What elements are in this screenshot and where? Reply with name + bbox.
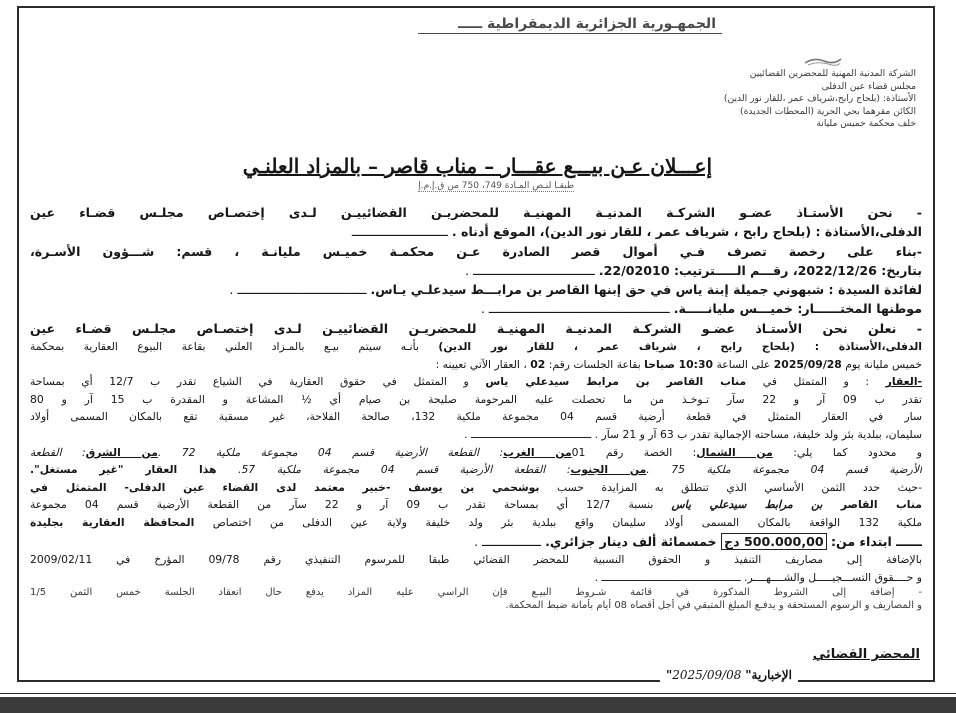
notice-text-run: بقاعة الجلسات رقم: bbox=[545, 357, 645, 371]
publication-date: 2025/09/08 bbox=[672, 668, 742, 682]
office-line: الكائن مقرهما بحي الحرية (المحطات الجديدة) bbox=[740, 105, 916, 117]
notice-text-run: الدفلى،الأستاذة : (بلحاج رابح ، شرياف عمر ، للقار نور الدين)، الموقع أدناه . bbox=[451, 224, 922, 240]
notice-text-run: ، العقار الآتي تعيينه : bbox=[435, 357, 531, 371]
office-line: مجلس قضاء عين الدفلى bbox=[821, 80, 916, 92]
notice-text-run: : القطعة bbox=[30, 445, 86, 459]
stamp-mark-icon bbox=[804, 56, 842, 66]
notice-text-run: : الخصة رقم 01 bbox=[571, 445, 697, 459]
notice-text-run: خميس مليانة يوم bbox=[841, 357, 922, 371]
notice-text-run: هذا العقار "غير مستغل". bbox=[30, 463, 217, 477]
notice-text-run: تقدر ب 09 آر و 22 سآر تـوخـذ من ما تحصلت عليه المرحومة صليحة بن صيام أي ½ المشاعة و المقدرة ب 15 آر و 80 bbox=[30, 392, 922, 406]
legal-notice bbox=[30, 16, 922, 666]
notice-text-run: سار في العقار المتمثل في قطعة أرضية قسم 04 مجموعة ملكية 132، صالحة الفلاحة، غير مسقية تقع بالمكان المسمى أولاد bbox=[30, 410, 922, 424]
notice-line bbox=[30, 338, 922, 356]
office-line: خلف محكمة خميس مليانة bbox=[816, 118, 916, 129]
notice-text-run: و حــــقوق التســـجيـــــل والشــــهــــر. bbox=[744, 570, 922, 584]
notice-text-run: بالإضافة إلى مصاريف التنفيذ و الحقوق النسبية للمحضر القضائي طبقا للمرسوم التنفيذي رقم 09/78 المؤرخ في 2009/02/11 bbox=[30, 552, 922, 566]
notice-text-run: ــــــــــــــــ . bbox=[474, 533, 546, 549]
notice-text-run: - إضافة إلى الشروط المذكورة في قائمة شـروط البيـع فإن الراسي عليه المزاد يدفع حال انعقاد الجلسة خمس الثمن 1/5 bbox=[30, 587, 922, 599]
notice-line bbox=[30, 203, 922, 222]
notice-text-run: بأنـه سيتم بيـع بالمـزاد العلني بقاعة البيوع العقارية بمحكمة bbox=[30, 340, 439, 354]
notice-line bbox=[30, 222, 922, 241]
notice-text-run: من الشرق bbox=[85, 445, 158, 459]
notice-text-run: و المصاريف و الرسوم المستحقة و يدفـع المبلغ المتبقي في أجل أقصاه 08 أيام بأمانة ضبط المحكمة. bbox=[505, 600, 922, 612]
notice-text-run: بتاريخ: 2022/12/26، رقـــم الـــــترتيب: 22/02010. bbox=[598, 262, 922, 278]
notice-line bbox=[30, 356, 922, 374]
notice-text-run: ـــــــــــــــــــــــــــــــــ . bbox=[465, 262, 599, 278]
notice-line bbox=[30, 496, 922, 514]
notice-body bbox=[30, 203, 922, 612]
notice-line bbox=[30, 532, 922, 551]
notice-text-run: : القطعة الأرضية قسم 04 مجموعة ملكية 72 . bbox=[157, 445, 504, 459]
notice-line bbox=[30, 280, 922, 299]
notice-line bbox=[30, 242, 922, 261]
notice-line bbox=[30, 586, 922, 599]
notice-text-run: بوشحمي بن يوسف -خبير معتمد لدى القضاء عين الدفلى- المتمثل في bbox=[30, 480, 540, 494]
notice-text-run: ـــــــــــــــــــــــــــــــــــ . bbox=[229, 282, 371, 298]
notice-text-run: من الشمال bbox=[696, 445, 773, 459]
notice-text-run: 2025/09/28 bbox=[773, 357, 842, 371]
notice-text-run: من الجنوب bbox=[570, 463, 647, 477]
notice-text-run: -العقار bbox=[885, 375, 922, 389]
notice-line bbox=[30, 514, 922, 532]
notice-text-run: مناب القاصر bbox=[822, 498, 922, 512]
notice-line bbox=[30, 373, 922, 391]
notice-text-run: 500.000,00 دج bbox=[721, 533, 827, 550]
notice-line bbox=[30, 408, 922, 426]
notice-text-run: ــــــــــــــــــــــــــــــــــــــ . bbox=[464, 428, 595, 442]
notice-text-run: على الساعة bbox=[713, 357, 774, 371]
notice-line bbox=[30, 599, 922, 612]
notice-subtitle: طبقـا لنـص المـادة 749، 750 من ق.إ.م.إ bbox=[418, 181, 574, 191]
notice-line bbox=[30, 261, 922, 280]
notice-text-run: - نحن الأستـاذ عضـو الشركـة المدنيـة المهنيـة للمحضريـن القضائييـن لـدى إختصـاص مجلـس قضـاء عين bbox=[30, 205, 922, 220]
notice-text-run: -حيث حدد الثمن الأساسي الذي تنطلق به المزايدة حسب bbox=[539, 480, 922, 494]
notice-text-run: و المتمثل في حقوق العقارية في الشياع تقدر ب 12/7 أي بمساحة bbox=[30, 375, 486, 389]
publication-name: "الإخبارية" bbox=[666, 668, 792, 682]
notice-text-run: بنسبة 12/7 أي بمساحة تقدر ب 09 آر و 22 سآر من القطعة الأرضية قسم 04 مجموعة bbox=[30, 498, 672, 512]
notice-text-run: ــــــ ابتداء من: bbox=[826, 533, 922, 549]
notice-line bbox=[30, 444, 922, 462]
notice-text-run: : و المتمثل في bbox=[746, 375, 886, 389]
notice-text-run: : القطعة الأرضية قسم 04 مجموعة ملكية 57. bbox=[216, 463, 571, 477]
notice-text-run: خمسمائة ألف دينار جزائري. bbox=[545, 533, 722, 549]
notice-text-run: ملكية 132 الواقعة بالمكان المسمى أولاد سليمان واقع ببلدية بئر ولد خليفة ولاية عين الدفلى من اختصاص bbox=[194, 516, 922, 530]
notice-line bbox=[30, 551, 922, 569]
notice-text-run: ـــــــــــــــــــــــــــــــــــــــــــــــــ . bbox=[480, 301, 674, 317]
notice-text-run: 02 bbox=[530, 357, 546, 371]
notice-text-run: ــــــــــــــــــــــــــ bbox=[351, 224, 452, 240]
notice-text-run: الدفلى،الأستاذة : (بلحاج رابح ، شرياف عمر ، للقار نور الدين) bbox=[438, 340, 922, 354]
publication-footer bbox=[660, 668, 798, 682]
office-block bbox=[636, 68, 916, 131]
notice-line bbox=[30, 299, 922, 318]
signature: المحضر القضائي bbox=[812, 647, 920, 662]
notice-text-run: -بناء على رخصة تصرف فـي أموال قصر الصادرة عـن محكمـة خميـس مليانـة ، قسم: شـــؤون الأسـرة، bbox=[30, 243, 922, 259]
office-line: الأستاذة: (بلحاج رابح،شرياف عمر ،للقار نور الدين) bbox=[723, 93, 916, 104]
notice-line bbox=[30, 426, 922, 444]
bottom-band bbox=[0, 694, 956, 713]
notice-text-run: بن مرابط سيدعلي ياس bbox=[671, 498, 823, 512]
notice-text-run: المحافظة العقارية بجليدة bbox=[30, 516, 195, 530]
notice-text-run: موطنها المختــــــار: خميـــس مليانـــــة. bbox=[673, 301, 922, 317]
notice-text-run: سليمان، ببلدية بئر ولد خليفة، مساحته الإجمالية تقدر ب 63 آر و 21 سآر . bbox=[594, 428, 922, 442]
notice-text-run: لفائدة السيدة : شبهوني جميلة إبنة ياس في حق إبنها القاصر بن مرابـــط سيدعلـي يـاس. bbox=[370, 282, 922, 298]
notice-line bbox=[30, 319, 922, 338]
notice-text-run: من الغرب bbox=[503, 445, 572, 459]
notice-text-run: 10:30 صباحا bbox=[644, 357, 714, 371]
notice-line bbox=[30, 479, 922, 497]
notice-text-run: - نعلن نحن الأستـاذ عضـو الشركـة المدنيـة المهنيـة للمحضريـن القضائييـن لـدى إختصـاص مجلـس قضـاء عين bbox=[30, 320, 922, 336]
office-line: الشركة المدنية المهنية للمحضرين القضائيين bbox=[749, 68, 916, 79]
notice-text-run: الأرضية قسم 04 مجموعة ملكية 75 . bbox=[646, 463, 922, 477]
notice-line bbox=[30, 569, 922, 587]
republic-header: الجمهـورية الجزائرية الديمقراطية ـــــ bbox=[418, 16, 722, 34]
notice-line bbox=[30, 461, 922, 479]
notice-line bbox=[30, 391, 922, 409]
notice-text-run: و محدود كما يلي: bbox=[772, 445, 922, 459]
notice-title: إعـــلان عـن بيـــع عقـــار – مناب قاصر – بالمزاد العلنـي bbox=[242, 154, 712, 178]
notice-text-run: مناب القاصر بن مرابط سيدعلي ياس bbox=[485, 375, 747, 389]
notice-text-run: ــــــــــــــــــــــــــــــــــــــــــــ . bbox=[594, 570, 745, 584]
